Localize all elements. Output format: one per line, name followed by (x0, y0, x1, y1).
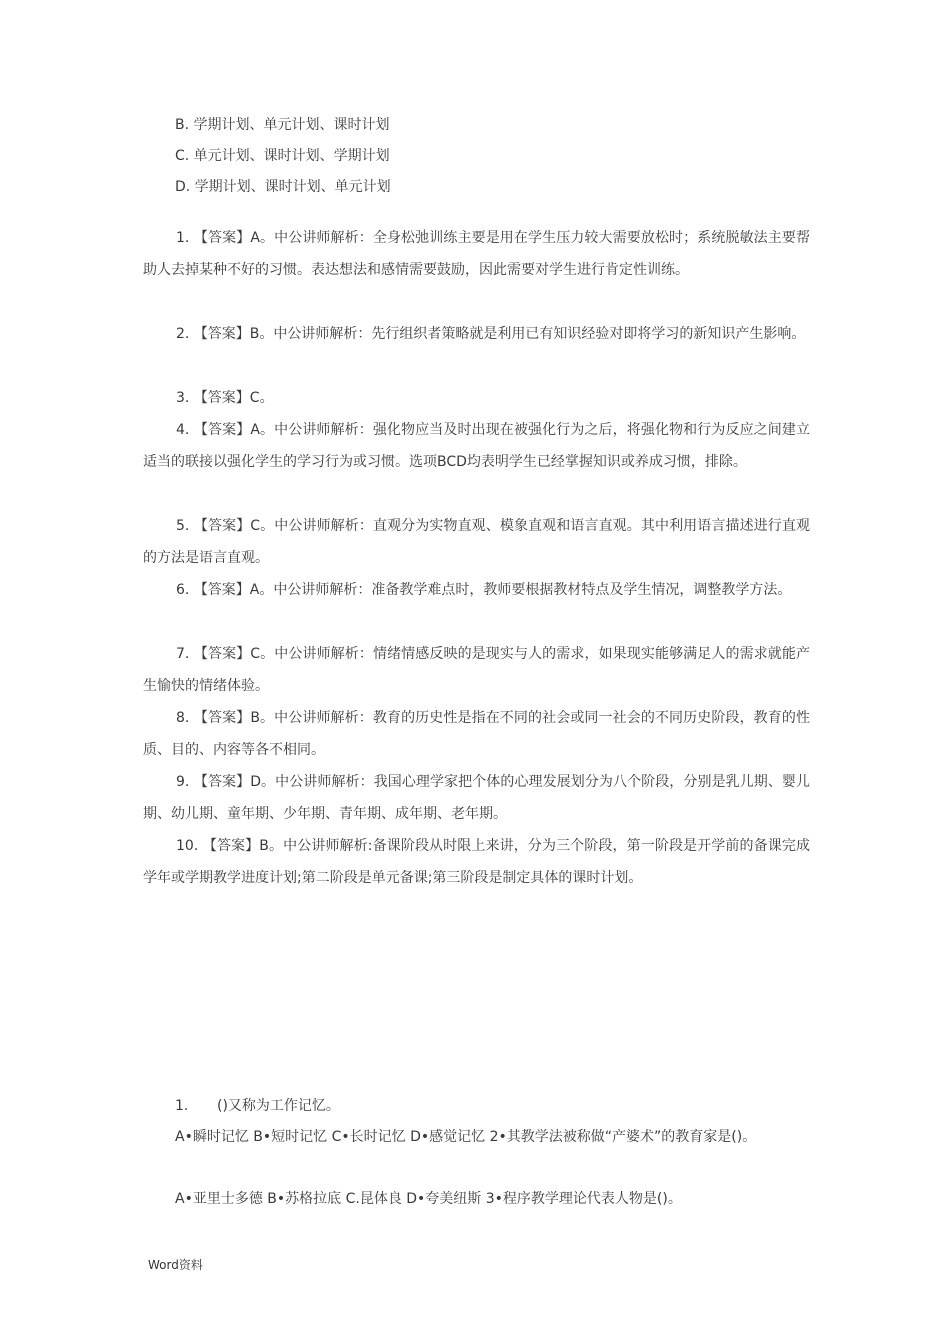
option-b: B. 学期计划、单元计划、课时计划 (175, 117, 390, 133)
question-1-options: A•瞬时记忆 B•短时记忆 C•长时记忆 D•感觉记忆 2•其教学法被称做“产婆术”的教育家是()。 (175, 1129, 757, 1145)
question-2-options: A•亚里士多德 B•苏格拉底 C.昆体良 D•夸美纽斯 3•程序教学理论代表人物是()。 (175, 1191, 682, 1207)
question-1 (175, 1091, 810, 1122)
answer-6: 6. 【答案】A。中公讲师解析：准备教学难点时，教师要根据教材特点及学生情况，调整教学方法。 (176, 582, 792, 598)
answer-9: 9. 【答案】D。中公讲师解析：我国心理学家把个体的心理发展划分为八个阶段，分别是乳儿期、婴儿期、幼儿期、童年期、少年期、青年期、成年期、老年期。 (143, 774, 810, 822)
answer-10: 10. 【答案】B。中公讲师解析:备课阶段从时限上来讲，分为三个阶段，第一阶段是开学前的备课完成学年或学期教学进度计划;第二阶段是单元备课;第三阶段是制定具体的课时计划。 (143, 838, 810, 886)
answer-3: 3. 【答案】C。 (176, 390, 274, 406)
option-d: D. 学期计划、课时计划、单元计划 (175, 179, 391, 195)
answer-5: 5. 【答案】C。中公讲师解析：直观分为实物直观、模象直观和语言直观。其中利用语言描述进行直观的方法是语言直观。 (143, 518, 810, 566)
footer-label: Word资料 (148, 1258, 203, 1272)
answer-8: 8. 【答案】B。中公讲师解析：教育的历史性是指在不同的社会或同一社会的不同历史阶段，教育的性质、目的、内容等各不相同。 (143, 710, 810, 758)
question-1-text: ()又称为工作记忆。 (217, 1098, 340, 1114)
answer-4: 4. 【答案】A。中公讲师解析：强化物应当及时出现在被强化行为之后，将强化物和行为反应之间建立适当的联接以强化学生的学习行为或习惯。选项BCD均表明学生已经掌握知识或养成习惯，排除。 (143, 422, 810, 470)
option-c: C. 单元计划、课时计划、学期计划 (175, 148, 390, 164)
answer-7: 7. 【答案】C。中公讲师解析：情绪情感反映的是现实与人的需求，如果现实能够满足人的需求就能产生愉快的情绪体验。 (143, 646, 810, 694)
answer-2: 2. 【答案】B。中公讲师解析：先行组织者策略就是利用已有知识经验对即将学习的新知识产生影响。 (176, 326, 806, 342)
answer-1: 1. 【答案】A。中公讲师解析：全身松弛训练主要是用在学生压力较大需要放松时；系统脱敏法主要帮助人去掉某种不好的习惯。表达想法和感情需要鼓励，因此需要对学生进行肯定性训练。 (143, 230, 810, 278)
question-1-number: 1. (175, 1098, 189, 1114)
